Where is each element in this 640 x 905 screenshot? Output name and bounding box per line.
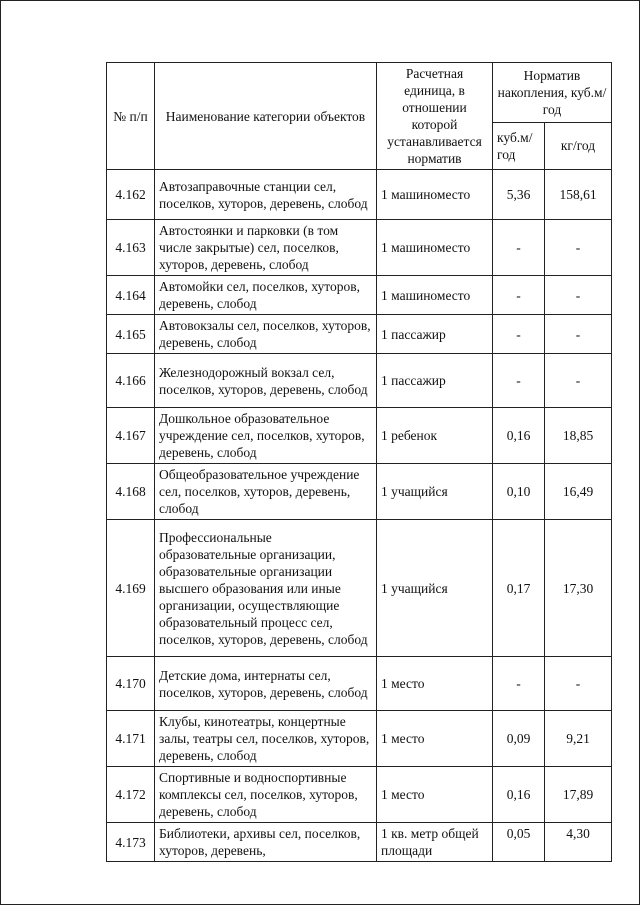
row-name: Детские дома, интернаты сел, поселков, хуторов, деревень, слобод bbox=[155, 657, 377, 711]
row-kg: - bbox=[545, 276, 612, 315]
row-num: 4.165 bbox=[107, 315, 155, 354]
row-m3: - bbox=[493, 315, 545, 354]
row-kg: - bbox=[545, 354, 612, 408]
row-name: Профессиональные образовательные организации, образовательные организации высшего образования или иные организации, осуществляющие образовательный процесс сел, поселков, хуторов, деревень, слобод bbox=[155, 520, 377, 657]
row-m3: 0,16 bbox=[493, 767, 545, 823]
row-name: Клубы, кинотеатры, концертные залы, театры сел, поселков, хуторов, деревень, слобод bbox=[155, 711, 377, 767]
table-row bbox=[107, 354, 612, 408]
row-name: Дошкольное образовательное учреждение сел, поселков, хуторов, деревень, слобод bbox=[155, 408, 377, 464]
row-m3: 0,09 bbox=[493, 711, 545, 767]
row-name: Общеобразовательное учреждение сел, поселков, хуторов, деревень, слобод bbox=[155, 464, 377, 520]
table-row bbox=[107, 170, 612, 220]
row-unit: 1 место bbox=[377, 711, 493, 767]
row-m3: - bbox=[493, 657, 545, 711]
row-kg: 16,49 bbox=[545, 464, 612, 520]
table-row bbox=[107, 408, 612, 464]
row-kg: 17,89 bbox=[545, 767, 612, 823]
row-m3: - bbox=[493, 276, 545, 315]
row-kg: 17,30 bbox=[545, 520, 612, 657]
header-name: Наименование категории объектов bbox=[155, 63, 377, 170]
table-row bbox=[107, 520, 612, 657]
row-name: Автовокзалы сел, поселков, хуторов, деревень, слобод bbox=[155, 315, 377, 354]
row-m3: - bbox=[493, 220, 545, 276]
row-m3: 0,10 bbox=[493, 464, 545, 520]
row-num: 4.173 bbox=[107, 823, 155, 862]
row-unit: 1 учащийся bbox=[377, 464, 493, 520]
row-m3: - bbox=[493, 354, 545, 408]
row-kg: 158,61 bbox=[545, 170, 612, 220]
row-name: Автозаправочные станции сел, поселков, хуторов, деревень, слобод bbox=[155, 170, 377, 220]
row-name: Спортивные и водноспортивные комплексы сел, поселков, хуторов, деревень, слобод bbox=[155, 767, 377, 823]
header-norm: Норматив накопления, куб.м/ год bbox=[493, 63, 612, 123]
table-row bbox=[107, 220, 612, 276]
row-num: 4.171 bbox=[107, 711, 155, 767]
row-kg: 4,30 bbox=[545, 823, 612, 862]
row-num: 4.162 bbox=[107, 170, 155, 220]
row-m3: 0,05 bbox=[493, 823, 545, 862]
row-unit: 1 машиноместо bbox=[377, 276, 493, 315]
row-num: 4.168 bbox=[107, 464, 155, 520]
row-unit: 1 место bbox=[377, 657, 493, 711]
row-num: 4.164 bbox=[107, 276, 155, 315]
row-num: 4.170 bbox=[107, 657, 155, 711]
table-row bbox=[107, 315, 612, 354]
row-m3: 0,17 bbox=[493, 520, 545, 657]
row-unit: 1 машиноместо bbox=[377, 220, 493, 276]
row-unit: 1 кв. метр общей площади bbox=[377, 823, 493, 862]
header-unit: Расчетная единица, в отношении которой устанавливается норматив bbox=[377, 63, 493, 170]
table-row bbox=[107, 657, 612, 711]
header-m3: куб.м/ год bbox=[493, 122, 545, 169]
row-kg: - bbox=[545, 220, 612, 276]
row-name: Железнодорожный вокзал сел, поселков, хуторов, деревень, слобод bbox=[155, 354, 377, 408]
header-kg: кг/год bbox=[545, 122, 612, 169]
row-unit: 1 машиноместо bbox=[377, 170, 493, 220]
row-unit: 1 пассажир bbox=[377, 315, 493, 354]
row-num: 4.167 bbox=[107, 408, 155, 464]
row-unit: 1 ребенок bbox=[377, 408, 493, 464]
table-row bbox=[107, 767, 612, 823]
row-unit: 1 пассажир bbox=[377, 354, 493, 408]
row-num: 4.172 bbox=[107, 767, 155, 823]
row-name: Автостоянки и парковки (в том числе закрытые) сел, поселков, хуторов, деревень, слобод bbox=[155, 220, 377, 276]
table-row bbox=[107, 276, 612, 315]
row-kg: 18,85 bbox=[545, 408, 612, 464]
row-name: Автомойки сел, поселков, хуторов, деревень, слобод bbox=[155, 276, 377, 315]
table-row bbox=[107, 823, 612, 862]
header-num: № п/п bbox=[107, 63, 155, 170]
row-kg: 9,21 bbox=[545, 711, 612, 767]
row-m3: 0,16 bbox=[493, 408, 545, 464]
row-num: 4.163 bbox=[107, 220, 155, 276]
row-unit: 1 место bbox=[377, 767, 493, 823]
row-num: 4.169 bbox=[107, 520, 155, 657]
row-kg: - bbox=[545, 315, 612, 354]
row-m3: 5,36 bbox=[493, 170, 545, 220]
row-name: Библиотеки, архивы сел, поселков, хуторов, деревень, bbox=[155, 823, 377, 862]
table-row bbox=[107, 711, 612, 767]
norm-table bbox=[106, 62, 612, 862]
row-kg: - bbox=[545, 657, 612, 711]
table-row bbox=[107, 464, 612, 520]
row-unit: 1 учащийся bbox=[377, 520, 493, 657]
row-num: 4.166 bbox=[107, 354, 155, 408]
